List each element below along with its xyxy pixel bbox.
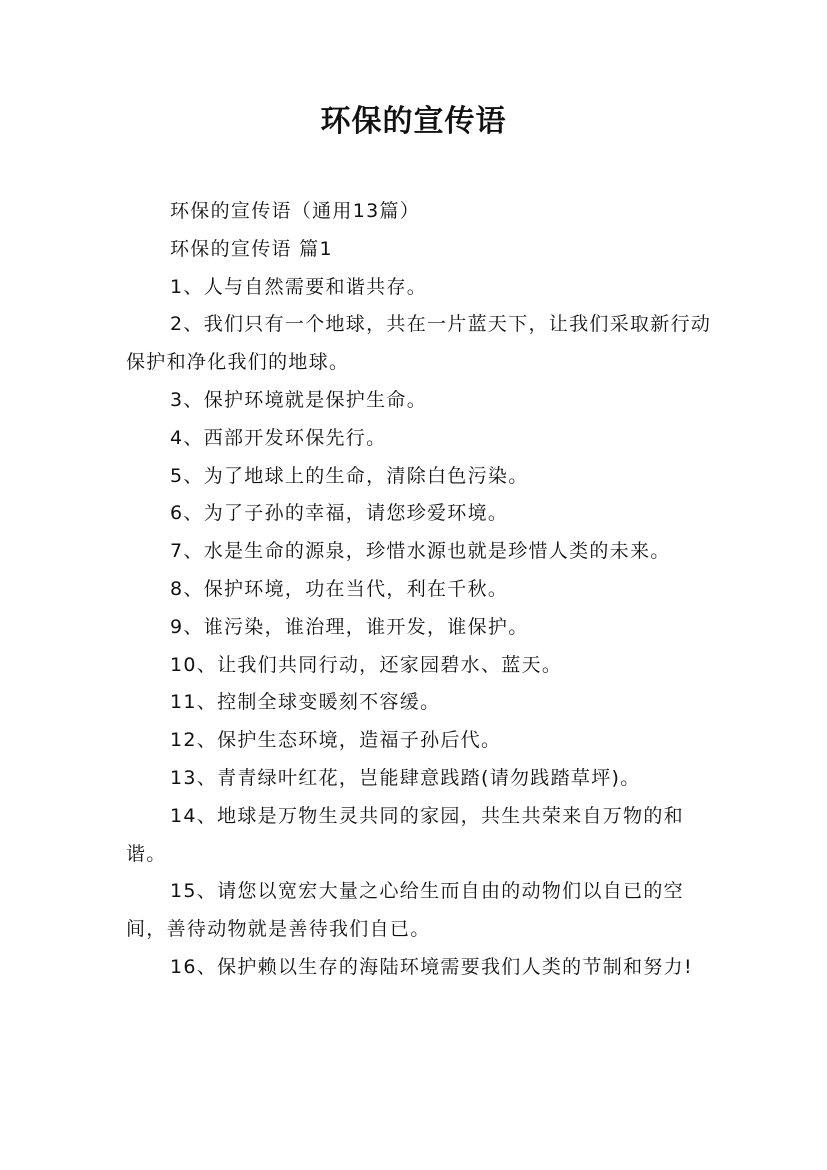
slogan-paragraph: 5、为了地球上的生命，清除白色污染。 (170, 464, 529, 487)
slogan-paragraph: 16、保护赖以生存的海陆环境需要我们人类的节制和努力! (170, 955, 693, 978)
section-heading: 环保的宣传语 篇1 (170, 237, 333, 260)
slogan-paragraph: 12、保护生态环境，造福子孙后代。 (170, 729, 502, 752)
document-title: 环保的宣传语 (320, 104, 507, 139)
slogan-paragraph: 4、西部开发环保先行。 (170, 426, 387, 449)
slogan-paragraph: 7、水是生命的源泉，珍惜水源也就是珍惜人类的未来。 (170, 540, 671, 563)
slogan-paragraph: 2、我们只有一个地球，共在一片蓝天下，让我们采取新行动保护和净化我们的地球。 (126, 313, 712, 374)
subtitle-paragraph: 环保的宣传语（通用13篇） (170, 200, 421, 222)
slogan-paragraph: 8、保护环境，功在当代，利在千秋。 (170, 577, 509, 600)
slogan-paragraph: 10、让我们共同行动，还家园碧水、蓝天。 (170, 653, 563, 676)
slogan-paragraph: 13、青青绿叶红花，岂能肆意践踏(请勿践踏草坪)。 (170, 766, 641, 789)
slogan-paragraph: 1、人与自然需要和谐共存。 (170, 275, 427, 298)
slogan-paragraph: 9、谁污染，谁治理，谁开发，谁保护。 (170, 615, 529, 638)
slogan-paragraph: 6、为了子孙的幸福，请您珍爱环境。 (170, 502, 509, 525)
slogan-paragraph: 3、保护环境就是保护生命。 (170, 388, 427, 411)
slogan-paragraph: 15、请您以宽宏大量之心给生而自由的动物们以自已的空间，善待动物就是善待我们自已。 (126, 880, 684, 941)
document-body (126, 193, 716, 987)
slogan-paragraph: 11、控制全球变暖刻不容缓。 (170, 691, 441, 714)
slogan-paragraph: 14、地球是万物生灵共同的家园，共生共荣来自万物的和谐。 (126, 804, 684, 865)
